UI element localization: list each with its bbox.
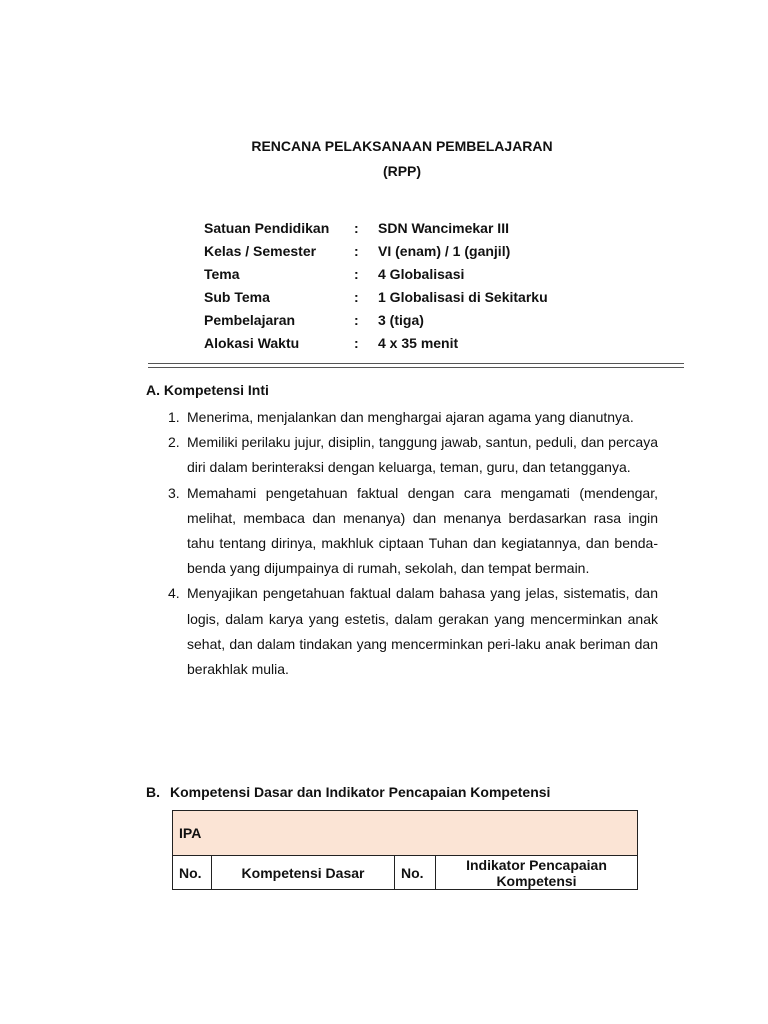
section-b-title: Kompetensi Dasar dan Indikator Pencapaian Kompetensi [170, 784, 551, 800]
document-title: RENCANA PELAKSANAAN PEMBELAJARAN [251, 138, 553, 154]
identity-row-alokasi [204, 335, 548, 358]
identity-label: Kelas / Semester [204, 243, 317, 259]
list-item [168, 405, 658, 430]
identity-label: Sub Tema [204, 289, 270, 305]
identity-colon: : [354, 266, 359, 282]
competency-table [172, 810, 638, 890]
kompetensi-inti-list [168, 405, 658, 682]
identity-value: 1 Globalisasi di Sekitarku [378, 289, 548, 305]
list-item-number: 3. [168, 484, 180, 501]
identity-value: 4 Globalisasi [378, 266, 465, 282]
identity-row-satuan [204, 220, 548, 243]
divider-line [148, 367, 684, 368]
identity-value: VI (enam) / 1 (ganjil) [378, 243, 511, 259]
identity-row-pembelajaran [204, 312, 548, 335]
section-a [146, 382, 269, 406]
identity-colon: : [354, 220, 359, 236]
list-item-text: Menyajikan pengetahuan faktual dalam bahasa yang jelas, sistematis, dan logis, dalam karya yang estetis, dalam gerakan yang mencerminkan anak sehat, dan dalam tindakan yang mencerminkan peri-laku anak beriman dan berakhlak mulia. [187, 585, 658, 678]
identity-row-tema [204, 266, 548, 289]
divider-line [148, 363, 684, 364]
list-item [168, 481, 658, 582]
identity-row-kelas [204, 243, 548, 266]
identity-block [204, 220, 548, 358]
section-b-letter: B. [146, 784, 160, 800]
subject-cell: IPA [173, 811, 638, 856]
list-item-text: Menerima, menjalankan dan menghargai ajaran agama yang dianutnya. [187, 409, 634, 425]
column-header-no: No. [173, 856, 212, 890]
column-header-kompetensi-dasar: Kompetensi Dasar [212, 856, 395, 890]
identity-row-subtema [204, 289, 548, 312]
identity-label: Satuan Pendidikan [204, 220, 330, 236]
identity-value: SDN Wancimekar III [378, 220, 509, 236]
list-item [168, 581, 658, 682]
section-b-heading [146, 784, 550, 800]
identity-colon: : [354, 335, 359, 351]
table-header-row [173, 856, 638, 890]
list-item-text: Memahami pengetahuan faktual dengan cara mengamati (mendengar, melihat, membaca dan menanya) dan menanya berdasarkan rasa ingin tahu tentang dirinya, makhluk ciptaan Tuhan dan kegiatannya, dan benda-benda yang dijumpainya di rumah, sekolah, dan tempat bermain. [187, 484, 658, 577]
list-item-number: 2. [168, 434, 180, 451]
list-item-number: 1. [168, 409, 180, 425]
list-item-text: Memiliki perilaku jujur, disiplin, tanggung jawab, santun, peduli, dan percaya diri dalam berinteraksi dengan keluarga, teman, guru, dan tetangganya. [187, 434, 658, 476]
identity-label: Alokasi Waktu [204, 335, 300, 351]
identity-value: 3 (tiga) [378, 312, 424, 328]
list-item [168, 430, 658, 480]
list-item-number: 4. [168, 585, 180, 602]
identity-colon: : [354, 312, 359, 328]
column-header-no-2: No. [395, 856, 436, 890]
identity-label: Tema [204, 266, 240, 282]
identity-value: 4 x 35 menit [378, 335, 459, 351]
identity-colon: : [354, 289, 359, 305]
identity-colon: : [354, 243, 359, 259]
column-header-indikator: Indikator Pencapaian Kompetensi [436, 856, 638, 890]
identity-label: Pembelajaran [204, 312, 296, 328]
section-a-heading: A. Kompetensi Inti [146, 382, 269, 398]
document-subtitle: (RPP) [382, 163, 422, 179]
